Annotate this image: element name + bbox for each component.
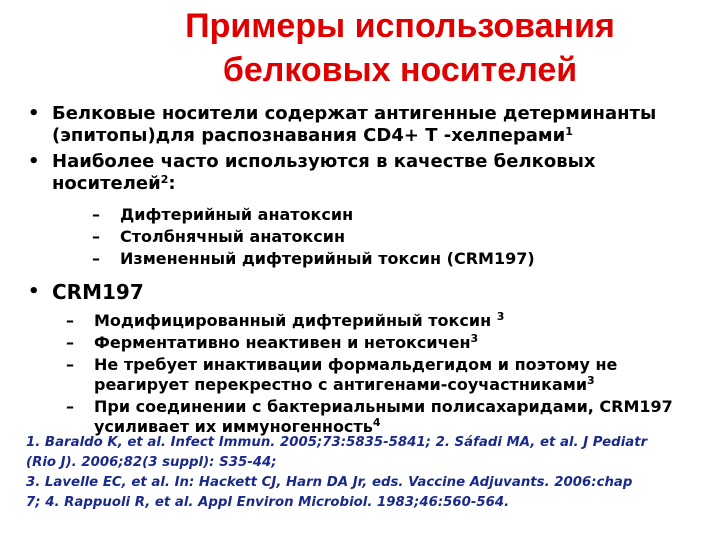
dash-icon: – (92, 249, 100, 268)
list-item (92, 227, 708, 247)
reference-line: 1. Baraldo K, et al. Infect Immun. 2005;73:5835-5841; 2. Sáfadi MA, et al. J Pediatr (26, 435, 648, 450)
carrier-sublist (92, 205, 708, 269)
footnote-marker: 3 (470, 332, 479, 345)
bullet-list (26, 103, 708, 439)
list-item-line (94, 333, 708, 353)
dash-icon: – (92, 205, 100, 224)
footnote-marker: 3 (496, 310, 505, 323)
list-item-text: Столбнячный анатоксин (120, 227, 346, 246)
list-item-text: Не требует инактивации формальдегидом и поэтому не (94, 355, 618, 374)
list-item (92, 205, 708, 225)
bullet-dot-icon: • (28, 151, 40, 172)
list-item-text: Модифицированный дифтерийный токсин (94, 311, 497, 330)
list-item-text: усиливает их иммуногенность (94, 417, 373, 436)
list-item-text: Ферментативно неактивен и нетоксичен (94, 333, 471, 352)
bullet-dot-icon: • (28, 281, 40, 302)
bullet-carriers-epitopes (26, 103, 708, 147)
title-line-2: белковых носителей (222, 51, 578, 89)
list-item (66, 333, 708, 353)
bullet-common-carriers (26, 151, 708, 269)
list-item (66, 397, 708, 437)
list-item-line (94, 311, 708, 331)
bullet-dot-icon: • (28, 103, 40, 124)
dash-icon: – (66, 311, 74, 330)
list-item-text: При соединении с бактериальными полисахаридами, CRM197 (94, 397, 673, 416)
footnote-marker: 2 (160, 173, 169, 186)
references (26, 433, 706, 513)
list-item-text: реагирует перекрестно с антигенами-соучастниками (94, 375, 588, 394)
bullet-text: носителей (52, 173, 161, 194)
slide-title (120, 4, 680, 92)
crm197-sublist (66, 311, 708, 437)
bullet-line: CRM197 (52, 280, 144, 304)
footnote-marker: 1 (565, 125, 573, 138)
bullet-crm197 (26, 279, 708, 305)
dash-icon: – (92, 227, 100, 246)
bullet-line-continuation (52, 173, 708, 195)
bullet-colon: : (168, 173, 176, 194)
title-line-1: Примеры использования (185, 7, 615, 45)
reference-line: (Rio J). 2006;82(3 suppl): S35-44; (26, 455, 277, 470)
list-item-text: Дифтерийный анатоксин (120, 205, 354, 224)
dash-icon: – (66, 397, 74, 416)
dash-icon: – (66, 355, 74, 374)
list-item (92, 249, 708, 269)
footnote-marker: 4 (372, 416, 381, 429)
list-item-line-continuation (94, 375, 708, 395)
bullet-text: (эпитопы)для распознавания CD4+ Т -хелперами (52, 125, 566, 146)
list-item-text: Измененный дифтерийный токсин (CRM197) (120, 249, 535, 268)
reference-line: 3. Lavelle EC, et al. In: Hackett CJ, Harn DA Jr, eds. Vaccine Adjuvants. 2006:chap (26, 475, 633, 490)
dash-icon: – (66, 333, 74, 352)
footnote-marker: 3 (587, 374, 595, 387)
list-item (66, 311, 708, 331)
bullet-line: Белковые носители содержат антигенные детерминанты (52, 103, 657, 124)
list-item (66, 355, 708, 395)
bullet-line-continuation (52, 125, 708, 147)
reference-line: 7; 4. Rappuoli R, et al. Appl Environ Microbiol. 1983;46:560-564. (26, 495, 510, 510)
bullet-line: Наиболее часто используются в качестве белковых (52, 151, 596, 172)
